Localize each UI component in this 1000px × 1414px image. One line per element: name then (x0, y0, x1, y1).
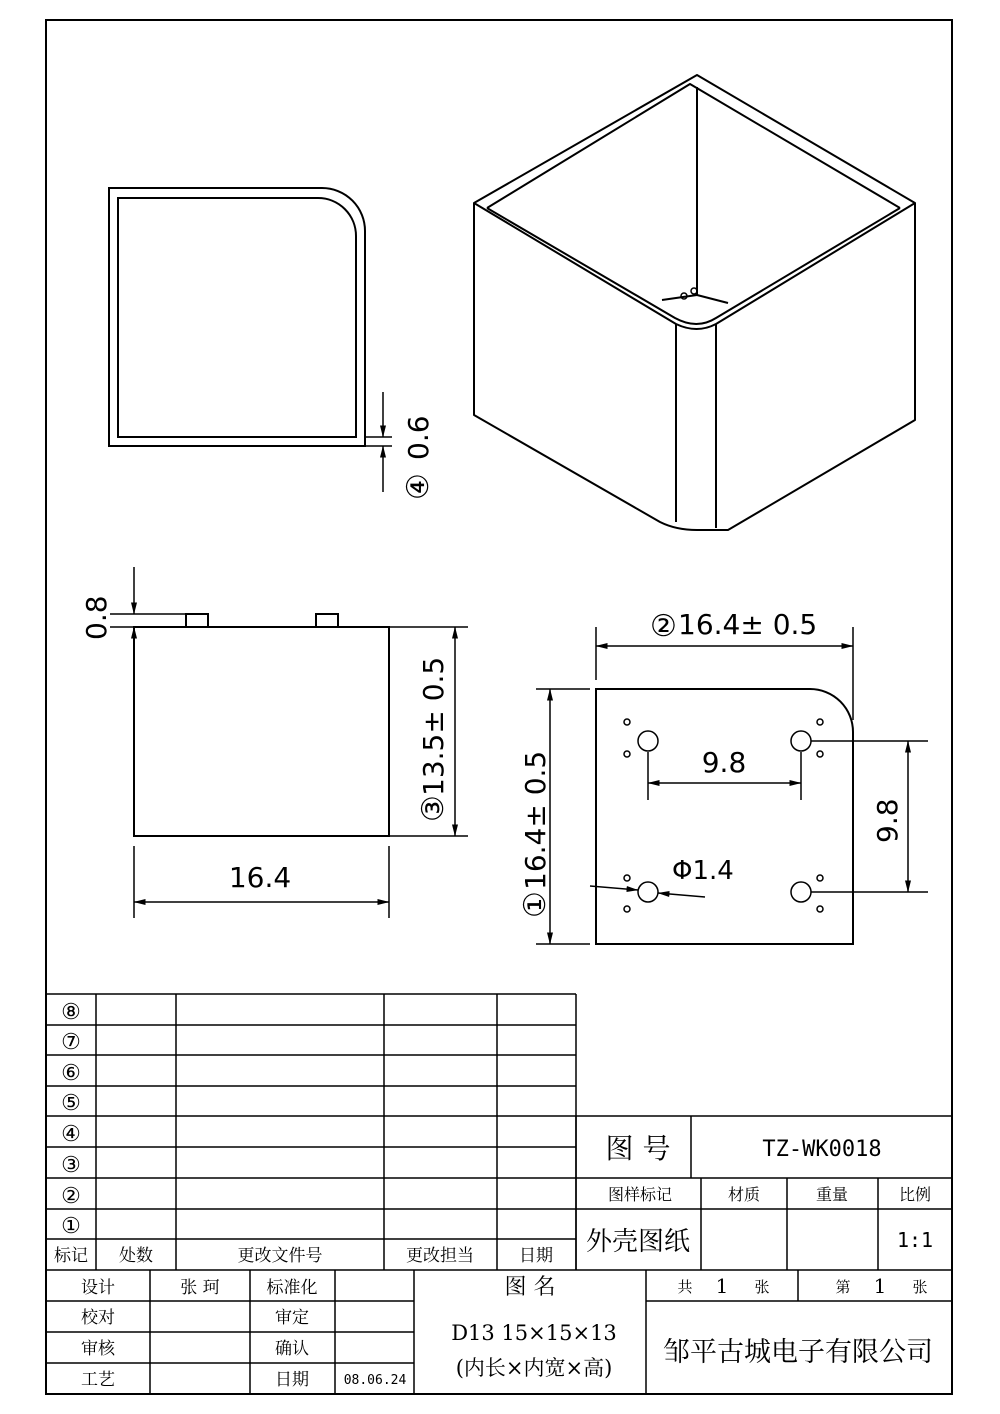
sheet-number-unit: 张 (912, 1278, 928, 1296)
drawing-name-line1: D13 15×15×13 (451, 1321, 617, 1345)
total-sheets-label: 共 (677, 1278, 693, 1296)
revision-marker: ⑦ (61, 1030, 81, 1055)
revision-table-grid (46, 994, 576, 1270)
drawing-number-label: 图 号 (605, 1132, 671, 1165)
isometric-view (474, 75, 915, 530)
revision-header-date: 日期 (519, 1246, 553, 1266)
total-sheets: 1 (715, 1274, 729, 1298)
bottom-view (596, 689, 853, 944)
drawing-number: TZ-WK0018 (762, 1137, 882, 1162)
sheet-number: 1 (873, 1274, 887, 1298)
depth-label: 16.4± 0.5 (519, 750, 552, 890)
drawing-name-line2: (内长×内宽×高) (455, 1356, 613, 1380)
revision-marker: ① (61, 1214, 81, 1239)
side-width-label: 16.4 (228, 861, 292, 894)
weight-label: 重量 (815, 1185, 849, 1204)
confirm-label: 确认 (275, 1339, 309, 1359)
date-label: 日期 (275, 1370, 309, 1390)
depth-marker: ① (518, 891, 553, 918)
check-label: 校对 (81, 1308, 115, 1328)
revision-marker: ④ (61, 1122, 81, 1147)
design-label: 设计 (81, 1278, 115, 1298)
height-marker: ③ (416, 795, 451, 822)
drawing-mark-label: 图样标记 (607, 1185, 673, 1204)
revision-header-count: 处数 (119, 1246, 153, 1266)
revision-markers (61, 1000, 81, 1239)
wall-thickness-label: 0.6 (402, 415, 435, 460)
scale-value: 1:1 (896, 1228, 934, 1252)
top-width-label: 16.4± 0.5 (678, 608, 818, 641)
wall-thickness-marker: ④ (401, 473, 436, 500)
approve-label: 审定 (275, 1308, 309, 1328)
revision-header-mark: 标记 (54, 1246, 88, 1266)
standardize-label: 标准化 (266, 1278, 318, 1298)
revision-headers (54, 1246, 553, 1266)
revision-marker: ③ (61, 1153, 81, 1178)
hole-spacing-y-dimension (811, 741, 928, 892)
revision-marker: ⑧ (61, 1000, 81, 1025)
height-label: 13.5± 0.5 (417, 656, 450, 796)
process-label: 工艺 (81, 1370, 115, 1390)
material-label: 材质 (727, 1185, 761, 1204)
top-width-marker: ② (650, 609, 677, 644)
revision-marker: ⑥ (61, 1061, 81, 1086)
revision-marker: ② (61, 1184, 81, 1209)
company-name: 邹平古城电子有限公司 (663, 1337, 933, 1368)
side-view (134, 614, 389, 836)
top-view (109, 188, 365, 446)
scale-label: 比例 (898, 1185, 932, 1204)
total-sheets-unit: 张 (754, 1278, 770, 1296)
hole-spacing-y-label: 9.8 (871, 798, 904, 843)
pin-height-dimension (110, 567, 186, 680)
pin-height-label: 0.8 (80, 595, 113, 640)
hole-diameter-leader (590, 886, 705, 897)
drawing-name-label: 图 名 (504, 1275, 556, 1300)
revision-marker: ⑤ (61, 1091, 81, 1116)
sheet-number-label: 第 (835, 1278, 851, 1296)
designer-name: 张 珂 (180, 1278, 220, 1298)
date-value: 08.06.24 (343, 1373, 407, 1388)
revision-header-document: 更改文件号 (237, 1246, 323, 1266)
wall-thickness-dimension (365, 392, 392, 492)
drawing-type: 外壳图纸 (585, 1227, 691, 1257)
revision-header-responsible: 更改担当 (406, 1246, 474, 1266)
hole-spacing-x-label: 9.8 (701, 746, 747, 779)
review-label: 审核 (81, 1339, 115, 1359)
hole-diameter-label: Φ1.4 (672, 856, 734, 886)
